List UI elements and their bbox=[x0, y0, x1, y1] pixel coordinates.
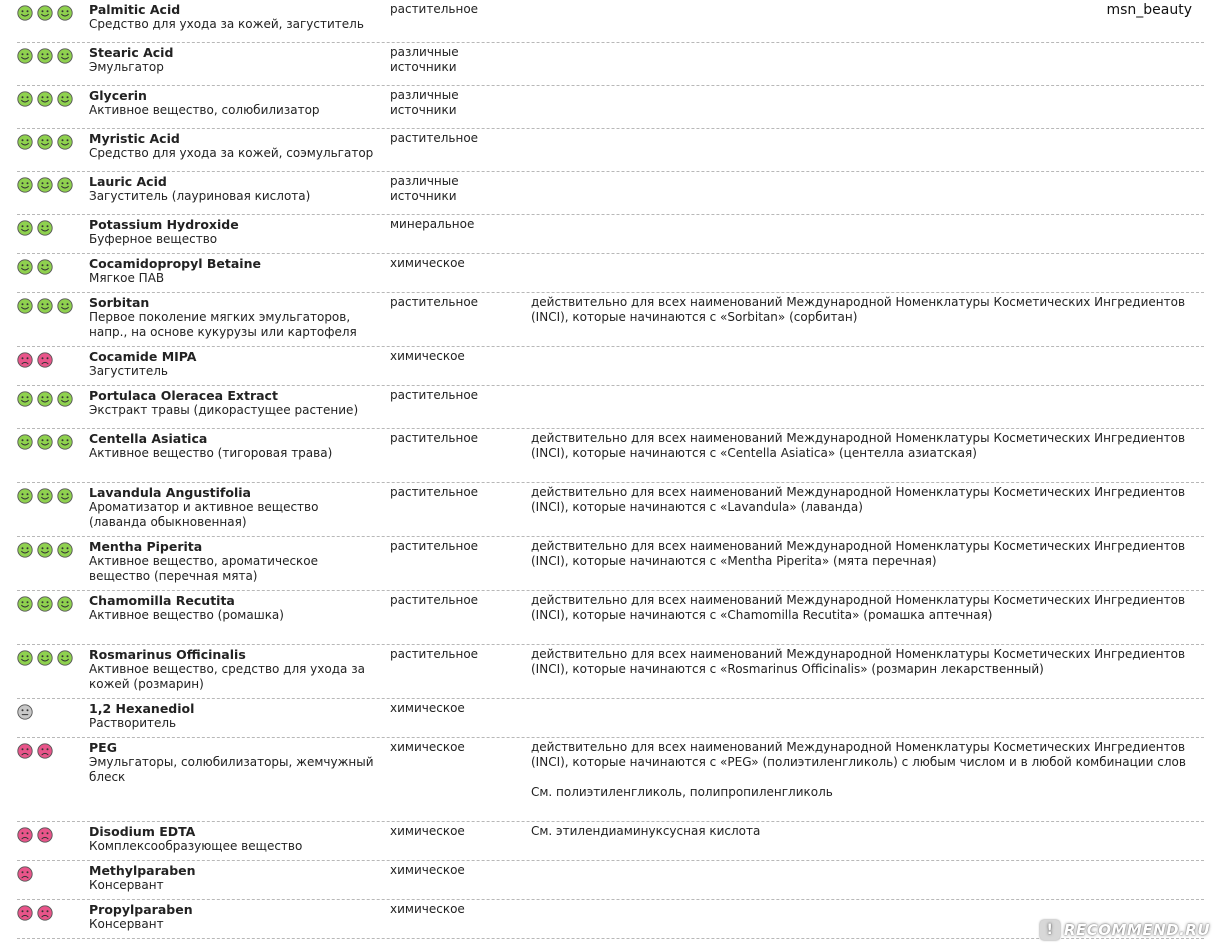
happy-face-icon bbox=[17, 542, 33, 558]
rating-icons bbox=[17, 650, 73, 666]
rating-icons bbox=[17, 352, 53, 368]
ingredient-origin: растительное bbox=[390, 431, 479, 445]
ingredient-row bbox=[17, 645, 1204, 699]
ingredient-function: Средство для ухода за кожей, соэмульгатор bbox=[89, 146, 374, 160]
ingredient-name: Mentha Piperita bbox=[89, 539, 203, 554]
happy-face-icon bbox=[17, 596, 33, 612]
ingredient-function: Загуститель (лауриновая кислота) bbox=[89, 189, 311, 203]
rating-icons bbox=[17, 177, 73, 193]
ingredient-name: PEG bbox=[89, 740, 117, 755]
happy-face-icon bbox=[37, 391, 53, 407]
ingredient-origin: химическое bbox=[390, 349, 465, 363]
happy-face-icon bbox=[57, 391, 73, 407]
sad-face-icon bbox=[17, 352, 33, 368]
rating-icons bbox=[17, 596, 73, 612]
rating-icons bbox=[17, 5, 73, 21]
happy-face-icon bbox=[17, 220, 33, 236]
ingredient-row bbox=[17, 0, 1204, 43]
happy-face-icon bbox=[37, 542, 53, 558]
ingredient-name: Potassium Hydroxide bbox=[89, 217, 239, 232]
ingredient-row bbox=[17, 537, 1204, 591]
ingredient-row bbox=[17, 86, 1204, 129]
ingredient-function: Консервант bbox=[89, 917, 164, 931]
happy-face-icon bbox=[37, 5, 53, 21]
happy-face-icon bbox=[37, 488, 53, 504]
ingredient-note: действительно для всех наименований Международной Номенклатуры Косметических Ингредиентов (INCI), которые начинаются с «Chamomilla Recutita» (ромашка аптечная) bbox=[531, 593, 1186, 622]
ingredient-row bbox=[17, 293, 1204, 347]
ingredient-function: Активное вещество (ромашка) bbox=[89, 608, 284, 622]
rating-icons bbox=[17, 220, 53, 236]
rating-icons bbox=[17, 298, 73, 314]
ingredient-name: Portulaca Oleracea Extract bbox=[89, 388, 278, 403]
ingredient-function: Эмульгаторы, солюбилизаторы, жемчужный блеск bbox=[89, 755, 374, 784]
ingredient-function: Загуститель bbox=[89, 364, 168, 378]
ingredient-name: Glycerin bbox=[89, 88, 147, 103]
happy-face-icon bbox=[17, 650, 33, 666]
ingredient-note: действительно для всех наименований Международной Номенклатуры Косметических Ингредиентов (INCI), которые начинаются с «Mentha Piperita» (мята перечная) bbox=[531, 539, 1186, 568]
ingredient-origin: растительное bbox=[390, 388, 479, 402]
ingredient-note: действительно для всех наименований Международной Номенклатуры Косметических Ингредиентов (INCI), которые начинаются с «Sorbitan» (сорбитан) bbox=[531, 295, 1186, 324]
happy-face-icon bbox=[57, 596, 73, 612]
neutral-face-icon bbox=[17, 704, 33, 720]
rating-icons bbox=[17, 542, 73, 558]
rating-icons bbox=[17, 743, 53, 759]
ingredient-origin: различные источники bbox=[390, 88, 459, 117]
rating-icons bbox=[17, 48, 73, 64]
happy-face-icon bbox=[57, 134, 73, 150]
ingredient-origin: химическое bbox=[390, 256, 465, 270]
ingredient-row bbox=[17, 429, 1204, 483]
ingredient-name: Myristic Acid bbox=[89, 131, 180, 146]
ingredient-row bbox=[17, 347, 1204, 386]
watermark-text: RECOMMEND.RU bbox=[1063, 921, 1210, 939]
ingredient-name: 1,2 Hexanediol bbox=[89, 701, 195, 716]
ingredient-function: Активное вещество, средство для ухода за кожей (розмарин) bbox=[89, 662, 365, 691]
ingredient-function: Экстракт травы (дикорастущее растение) bbox=[89, 403, 359, 417]
ingredient-row bbox=[17, 43, 1204, 86]
ingredient-origin: различные источники bbox=[390, 45, 459, 74]
happy-face-icon bbox=[37, 177, 53, 193]
ingredient-function: Активное вещество, солюбилизатор bbox=[89, 103, 320, 117]
ingredient-name: Rosmarinus Officinalis bbox=[89, 647, 246, 662]
ingredient-name: Sorbitan bbox=[89, 295, 150, 310]
sad-face-icon bbox=[37, 743, 53, 759]
ingredient-row bbox=[17, 822, 1204, 861]
happy-face-icon bbox=[17, 48, 33, 64]
ingredient-origin: растительное bbox=[390, 593, 479, 607]
happy-face-icon bbox=[17, 134, 33, 150]
ingredient-name: Lavandula Angustifolia bbox=[89, 485, 251, 500]
ingredient-note-extra: См. полиэтиленгликоль, полипропиленгликоль bbox=[531, 785, 833, 799]
rating-icons bbox=[17, 434, 73, 450]
ingredient-name: Propylparaben bbox=[89, 902, 193, 917]
happy-face-icon bbox=[17, 259, 33, 275]
ingredient-function: Комплексообразующее вещество bbox=[89, 839, 303, 853]
ingredient-origin: растительное bbox=[390, 485, 479, 499]
ingredient-origin: химическое bbox=[390, 740, 465, 754]
sad-face-icon bbox=[37, 905, 53, 921]
ingredient-name: Palmitic Acid bbox=[89, 2, 181, 17]
happy-face-icon bbox=[37, 220, 53, 236]
sad-face-icon bbox=[17, 827, 33, 843]
sad-face-icon bbox=[17, 743, 33, 759]
happy-face-icon bbox=[37, 259, 53, 275]
exclamation-icon: ! bbox=[1040, 920, 1060, 940]
ingredient-row bbox=[17, 386, 1204, 429]
ingredient-origin: химическое bbox=[390, 902, 465, 916]
ingredient-row bbox=[17, 861, 1204, 900]
ingredient-function: Первое поколение мягких эмульгаторов, напр., на основе кукурузы или картофеля bbox=[89, 310, 357, 339]
ingredient-note: действительно для всех наименований Международной Номенклатуры Косметических Ингредиентов (INCI), которые начинаются с «PEG» (полиэтиленгликоль) с любым числом и в любой комбинации слов См. полиэтиленгликоль, полипропиленгликоль bbox=[531, 740, 1196, 800]
rating-icons bbox=[17, 91, 73, 107]
happy-face-icon bbox=[37, 434, 53, 450]
happy-face-icon bbox=[57, 650, 73, 666]
happy-face-icon bbox=[57, 177, 73, 193]
happy-face-icon bbox=[37, 298, 53, 314]
ingredient-origin: растительное bbox=[390, 647, 479, 661]
ingredient-name: Disodium EDTA bbox=[89, 824, 196, 839]
ingredient-row bbox=[17, 900, 1204, 939]
ingredient-note: действительно для всех наименований Международной Номенклатуры Косметических Ингредиентов (INCI), которые начинаются с «Rosmarinus Officinalis» (розмарин лекарственный) bbox=[531, 647, 1186, 676]
ingredient-origin: химическое bbox=[390, 701, 465, 715]
sad-face-icon bbox=[37, 827, 53, 843]
happy-face-icon bbox=[57, 488, 73, 504]
rating-icons bbox=[17, 488, 73, 504]
ingredient-origin: растительное bbox=[390, 295, 479, 309]
happy-face-icon bbox=[17, 5, 33, 21]
happy-face-icon bbox=[57, 434, 73, 450]
ingredient-origin: растительное bbox=[390, 131, 479, 145]
happy-face-icon bbox=[37, 650, 53, 666]
ingredient-row bbox=[17, 483, 1204, 537]
ingredient-name: Stearic Acid bbox=[89, 45, 174, 60]
happy-face-icon bbox=[37, 134, 53, 150]
ingredient-name: Methylparaben bbox=[89, 863, 196, 878]
happy-face-icon bbox=[17, 177, 33, 193]
ingredient-note: действительно для всех наименований Международной Номенклатуры Косметических Ингредиентов (INCI), которые начинаются с «Centella Asiatica» (центелла азиатская) bbox=[531, 431, 1186, 460]
ingredient-name: Lauric Acid bbox=[89, 174, 167, 189]
ingredient-origin: растительное bbox=[390, 539, 479, 553]
happy-face-icon bbox=[17, 91, 33, 107]
ingredient-function: Консервант bbox=[89, 878, 164, 892]
happy-face-icon bbox=[57, 298, 73, 314]
ingredient-function: Мягкое ПАВ bbox=[89, 271, 165, 285]
ingredient-row bbox=[17, 254, 1204, 293]
ingredient-origin: химическое bbox=[390, 824, 465, 838]
happy-face-icon bbox=[17, 298, 33, 314]
recommend-watermark bbox=[1040, 920, 1210, 940]
ingredient-row bbox=[17, 591, 1204, 645]
ingredient-note: См. этилендиаминуксусная кислота bbox=[531, 824, 761, 838]
username: msn_beauty bbox=[1106, 2, 1192, 18]
rating-icons bbox=[17, 905, 53, 921]
ingredient-function: Активное вещество, ароматическое вещество (перечная мята) bbox=[89, 554, 319, 583]
sad-face-icon bbox=[37, 352, 53, 368]
ingredient-origin: различные источники bbox=[390, 174, 459, 203]
ingredient-row bbox=[17, 172, 1204, 215]
sad-face-icon bbox=[17, 866, 33, 882]
happy-face-icon bbox=[17, 488, 33, 504]
happy-face-icon bbox=[37, 91, 53, 107]
rating-icons bbox=[17, 134, 73, 150]
ingredient-row bbox=[17, 129, 1204, 172]
ingredient-function: Растворитель bbox=[89, 716, 177, 730]
ingredient-function: Активное вещество (тигоровая трава) bbox=[89, 446, 333, 460]
ingredient-note: действительно для всех наименований Международной Номенклатуры Косметических Ингредиентов (INCI), которые начинаются с «Lavandula» (лаванда) bbox=[531, 485, 1186, 514]
ingredient-origin: химическое bbox=[390, 863, 465, 877]
ingredient-function: Ароматизатор и активное вещество (лаванда обыкновенная) bbox=[89, 500, 319, 529]
happy-face-icon bbox=[17, 391, 33, 407]
ingredient-name: Cocamide MIPA bbox=[89, 349, 197, 364]
ingredient-function: Буферное вещество bbox=[89, 232, 218, 246]
ingredient-row bbox=[17, 699, 1204, 738]
rating-icons bbox=[17, 866, 33, 882]
rating-icons bbox=[17, 827, 53, 843]
ingredient-name: Cocamidopropyl Betaine bbox=[89, 256, 261, 271]
ingredient-origin: растительное bbox=[390, 2, 479, 16]
happy-face-icon bbox=[57, 542, 73, 558]
ingredient-origin: минеральное bbox=[390, 217, 475, 231]
sad-face-icon bbox=[17, 905, 33, 921]
ingredient-name: Chamomilla Recutita bbox=[89, 593, 235, 608]
ingredient-name: Centella Asiatica bbox=[89, 431, 208, 446]
ingredient-row bbox=[17, 215, 1204, 254]
happy-face-icon bbox=[37, 596, 53, 612]
happy-face-icon bbox=[57, 48, 73, 64]
ingredient-function: Средство для ухода за кожей, загуститель bbox=[89, 17, 364, 31]
ingredient-function: Эмульгатор bbox=[89, 60, 164, 74]
happy-face-icon bbox=[57, 5, 73, 21]
ingredient-row bbox=[17, 738, 1204, 822]
happy-face-icon bbox=[17, 434, 33, 450]
rating-icons bbox=[17, 259, 53, 275]
happy-face-icon bbox=[37, 48, 53, 64]
rating-icons bbox=[17, 704, 33, 720]
rating-icons bbox=[17, 391, 73, 407]
happy-face-icon bbox=[57, 91, 73, 107]
